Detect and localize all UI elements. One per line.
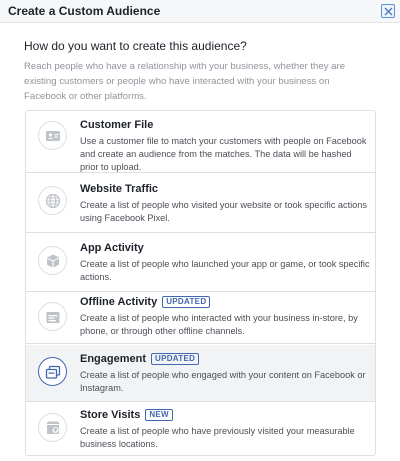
- option-description: Use a customer file to match your customers with people on Facebook and create an audience from the matches. The data will be hashed prior to upload.: [80, 136, 367, 172]
- dialog-header: [0, 0, 400, 23]
- option-engagement[interactable]: [26, 345, 375, 402]
- option-website-traffic[interactable]: [26, 174, 375, 233]
- option-title: Website Traffic: [80, 183, 159, 195]
- option-offline-activity[interactable]: [26, 293, 375, 344]
- option-app-activity[interactable]: [26, 234, 375, 292]
- option-title: [80, 296, 210, 308]
- option-customer-file[interactable]: [26, 111, 375, 173]
- updated-badge: UPDATED: [151, 353, 199, 365]
- option-description: Create a list of people who launched your app or game, or took specific actions.: [80, 259, 370, 282]
- option-description: Create a list of people who have previously visited your measurable business locations.: [80, 426, 355, 449]
- store-location-icon: [38, 413, 67, 442]
- option-title: [80, 409, 173, 421]
- updated-badge: UPDATED: [162, 296, 210, 308]
- cube-icon: [38, 246, 67, 275]
- option-title: Customer File: [80, 119, 154, 131]
- option-store-visits[interactable]: [26, 403, 375, 456]
- option-title: App Activity: [80, 242, 144, 254]
- option-title-text: Store Visits: [80, 409, 141, 421]
- option-description: Create a list of people who visited your website or took specific actions using Facebook Pixel.: [80, 200, 367, 223]
- question-heading: How do you want to create this audience?: [24, 39, 247, 53]
- audience-options-list: [25, 110, 376, 456]
- contact-card-icon: [38, 121, 67, 150]
- option-title: [80, 353, 199, 365]
- engagement-cards-icon: [38, 357, 67, 386]
- option-title-text: Engagement: [80, 353, 147, 365]
- globe-icon: [38, 186, 67, 215]
- option-title-text: Offline Activity: [80, 296, 158, 308]
- intro-description: Reach people who have a relationship with your business, whether they are existing customers or people who have interacted with your business on Facebook or other platforms.: [24, 61, 346, 102]
- store-list-icon: [38, 302, 67, 331]
- dialog-title: Create a Custom Audience: [8, 4, 161, 18]
- option-description: Create a list of people who engaged with your content on Facebook or Instagram.: [80, 370, 366, 393]
- new-badge: NEW: [145, 409, 173, 421]
- option-description: Create a list of people who interacted with your business in-store, by phone, or through other offline channels.: [80, 313, 358, 336]
- close-button[interactable]: [381, 4, 395, 18]
